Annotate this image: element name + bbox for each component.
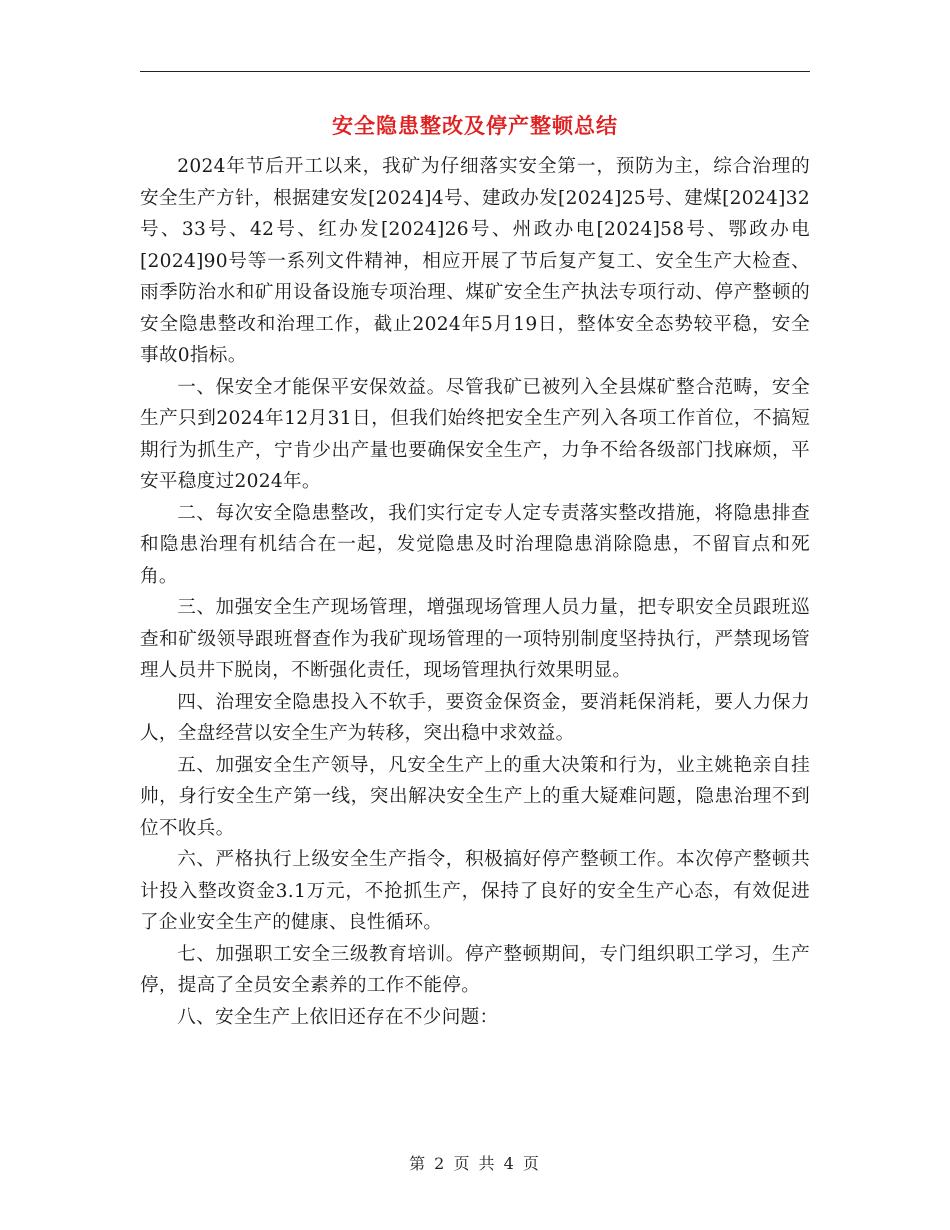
paragraph-item-7: 七、加强职工安全三级教育培训。停产整顿期间，专门组织职工学习，生产停，提高了全员安全素养的工作不能停。 <box>140 943 810 996</box>
header-rule <box>140 71 810 72</box>
document-title: 安全隐患整改及停产整顿总结 <box>332 113 618 138</box>
paragraph-item-1: 一、保安全才能保平安保效益。尽管我矿已被列入全县煤矿整合范畴，安全生产只到2024年12月31日，但我们始终把安全生产列入各项工作首位，不搞短期行为抓生产，宁肯少出产量也要确保安全生产，力争不给各级部门找麻烦，平安平稳度过2024年。 <box>140 376 810 492</box>
paragraph-item-6: 六、严格执行上级安全生产指令，积极搞好停产整顿工作。本次停产整顿共计投入整改资金3.1万元，不抢抓生产，保持了良好的安全生产心态，有效促进了企业安全生产的健康、良性循环。 <box>140 849 810 933</box>
paragraph-intro: 2024年节后开工以来，我矿为仔细落实安全第一，预防为主，综合治理的安全生产方针，根据建安发[2024]4号、建政办发[2024]25号、建煤[2024]32号、33号、42号、红办发[2024]26号、州政办电[2024]58号、鄂政办电[2024]90号等一系列文件精神，相应开展了节后复产复工、安全生产大检查、雨季防治水和矿用设备设施专项治理、煤矿安全生产执法专项行动、停产整顿的安全隐患整改和治理工作，截止2024年5月19日，整体安全态势较平稳，安全事故0指标。 <box>140 156 810 366</box>
paragraph-item-2: 二、每次安全隐患整改，我们实行定专人定专责落实整改措施，将隐患排查和隐患治理有机结合在一起，发觉隐患及时治理隐患消除隐患，不留盲点和死角。 <box>140 502 810 587</box>
paragraph-item-5: 五、加强安全生产领导，凡安全生产上的重大决策和行为，业主姚艳亲自挂帅，身行安全生产第一线，突出解决安全生产上的重大疑难问题，隐患治理不到位不收兵。 <box>140 754 810 839</box>
page-number-footer: 第 2 页 共 4 页 <box>409 1154 541 1173</box>
paragraph-item-8: 八、安全生产上依旧还存在不少问题： <box>177 1006 499 1028</box>
document-body <box>140 151 810 1033</box>
paragraph-item-3: 三、加强安全生产现场管理，增强现场管理人员力量，把专职安全员跟班巡查和矿级领导跟班督查作为我矿现场管理的一项特别制度坚持执行，严禁现场管理人员井下脱岗，不断强化责任，现场管理执行效果明显。 <box>140 597 810 681</box>
paragraph-item-4: 四、治理安全隐患投入不软手，要资金保资金，要消耗保消耗，要人力保力人，全盘经营以安全生产为转移，突出稳中求效益。 <box>140 691 810 744</box>
